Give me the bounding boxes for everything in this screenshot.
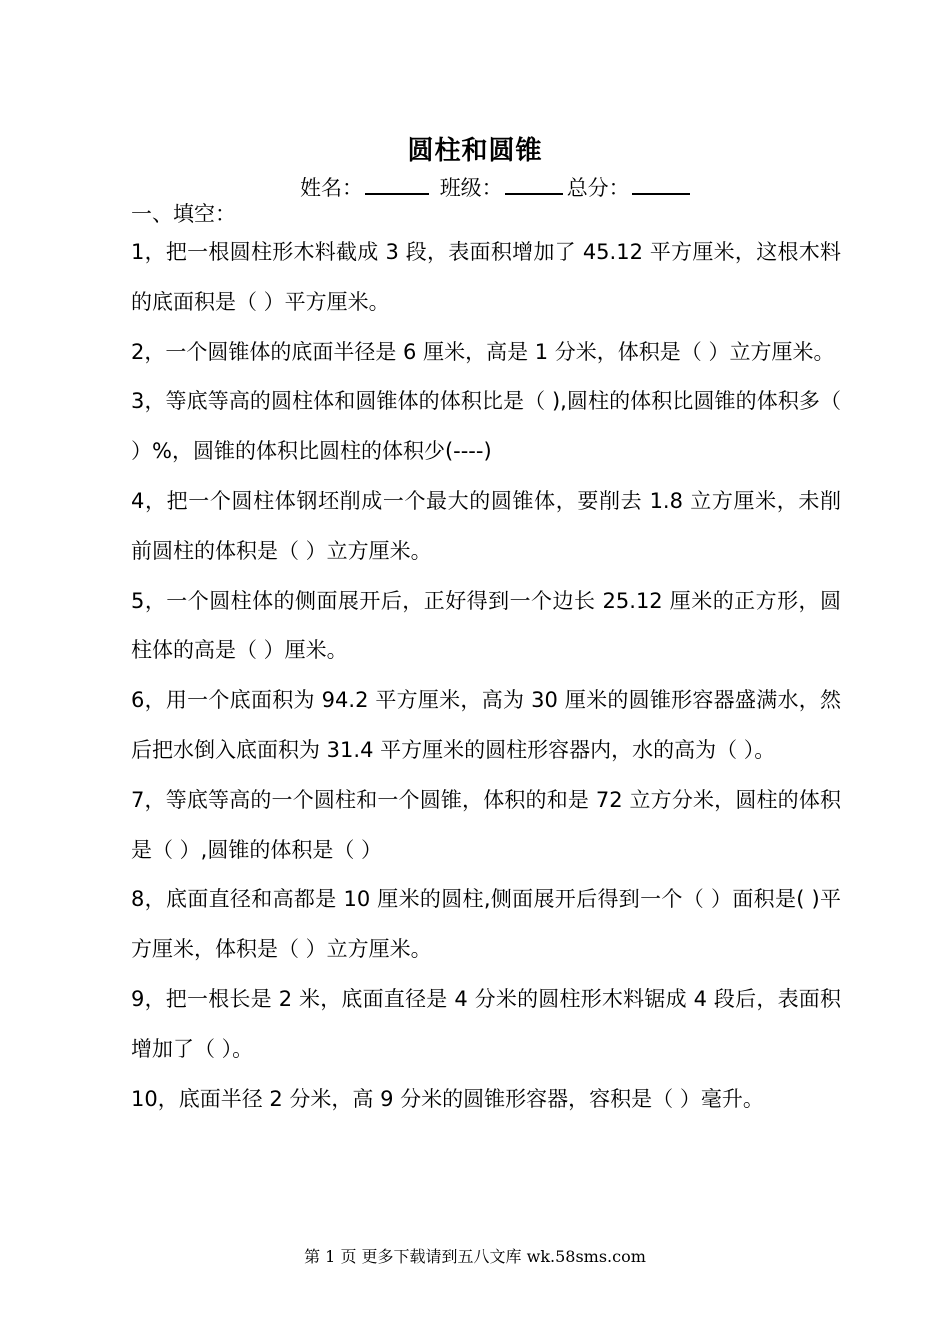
question-item: 9，把一根长是 2 米，底面直径是 4 分米的圆柱形木料锯成 4 段后，表面积增加了（ ）。 [131, 986, 841, 1061]
page-title: 圆柱和圆锥 [407, 136, 543, 166]
question-item: 7，等底等高的一个圆柱和一个圆锥，体积的和是 72 立方分米，圆柱的体积是（ ）,圆锥的体积是（ ） [131, 787, 841, 862]
name-blank [365, 173, 429, 195]
class-blank [505, 173, 563, 195]
score-blank [632, 173, 690, 195]
score-label: 总分： [566, 176, 630, 200]
question-item: 10，底面半径 2 分米，高 9 分米的圆锥形容器，容积是（ ）毫升。 [131, 1086, 764, 1111]
question-item: 6，用一个底面积为 94.2 平方厘米，高为 30 厘米的圆锥形容器盛满水，然后把水倒入底面积为 31.4 平方厘米的圆柱形容器内，水的高为（ ）。 [131, 688, 841, 762]
student-info-line [300, 172, 694, 202]
question-item: 1，把一根圆柱形木料截成 3 段，表面积增加了 45.12 平方厘米，这根木料的底面积是（ ）平方厘米。 [131, 240, 841, 314]
question-item: 8，底面直径和高都是 10 厘米的圆柱,侧面展开后得到一个（ ）面积是( )平方厘米，体积是（ ）立方厘米。 [131, 887, 841, 962]
name-label: 姓名： [300, 176, 363, 200]
question-list [131, 228, 841, 1124]
question-item: 4，把一个圆柱体钢坯削成一个最大的圆锥体，要削去 1.8 立方厘米，未削前圆柱的体积是（ ）立方厘米。 [131, 488, 841, 563]
section-heading: 一、填空： [131, 202, 236, 226]
question-item: 3，等底等高的圆柱体和圆锥体的体积比是（ ),圆柱的体积比圆锥的体积多（ ）%，圆锥的体积比圆柱的体积少(----) [131, 389, 841, 464]
question-item: 2，一个圆锥体的底面半径是 6 厘米，高是 1 分米，体积是（ ）立方厘米。 [131, 339, 835, 364]
question-item: 5，一个圆柱体的侧面展开后，正好得到一个边长 25.12 厘米的正方形，圆柱体的高是（ ）厘米。 [131, 588, 841, 663]
page-footer: 第 1 页 更多下载请到五八文库 wk.58sms.com [304, 1247, 646, 1266]
class-label: 班级： [439, 176, 503, 200]
